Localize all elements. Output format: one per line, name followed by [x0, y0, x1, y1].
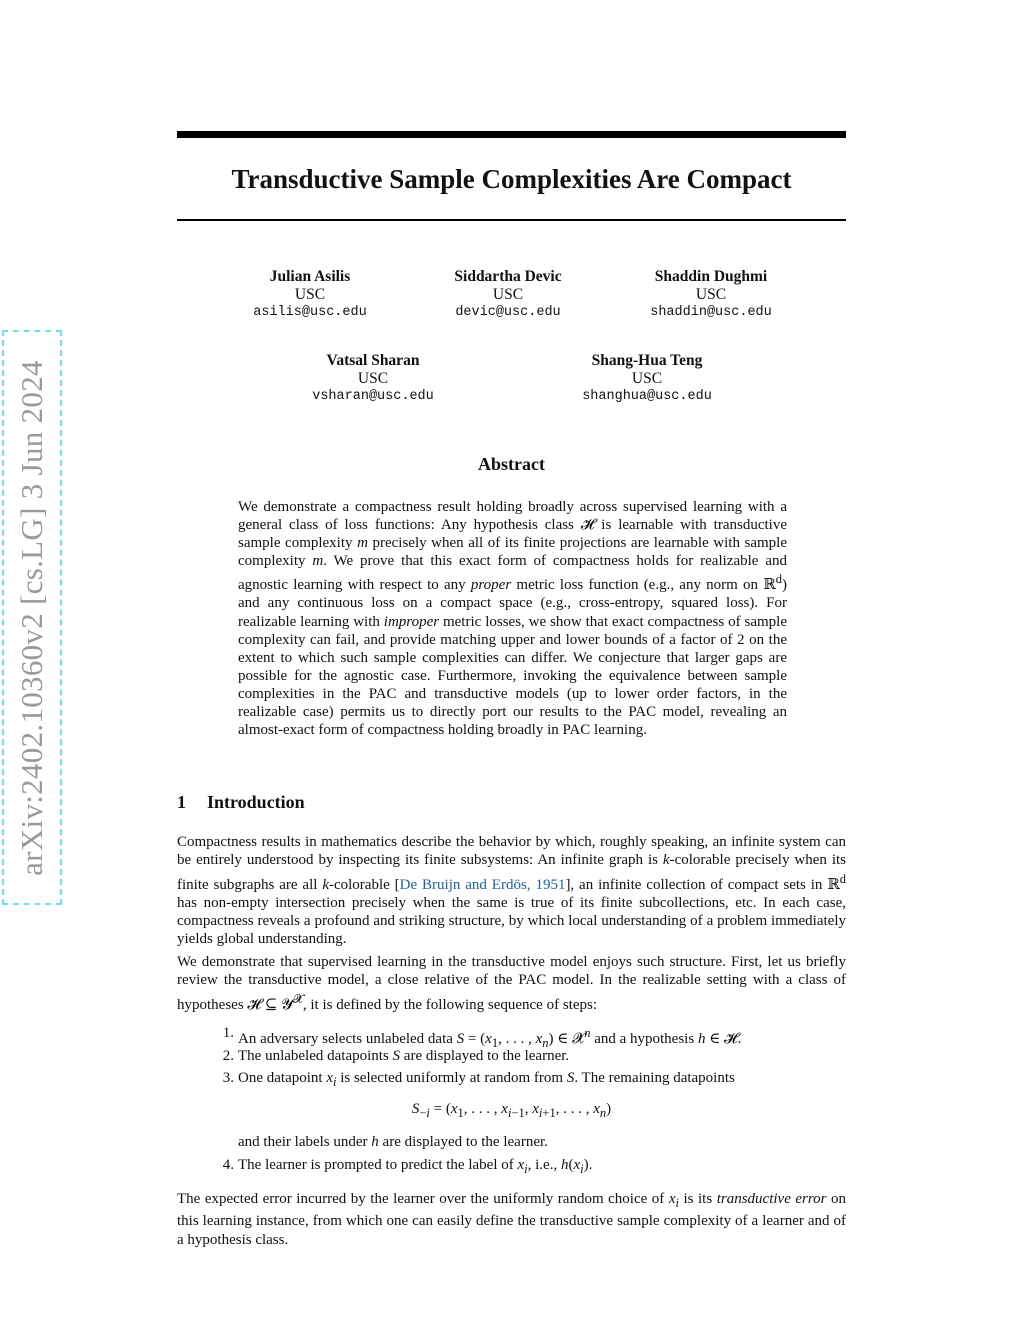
- author-block: [527, 352, 767, 406]
- author-email: asilis@usc.edu: [253, 305, 367, 320]
- author-name: Vatsal Sharan: [326, 352, 420, 369]
- arxiv-identifier-stamp: [2, 330, 62, 905]
- author-name: Julian Asilis: [269, 268, 351, 285]
- author-name: Shang-Hua Teng: [591, 352, 703, 369]
- author-name: Shaddin Dughmi: [654, 268, 768, 285]
- title-bottom-rule: [177, 219, 846, 221]
- abstract-body: We demonstrate a compactness result holding broadly across supervised learning with a general class of loss functions: Any hypothesis class 𝓗 is learnable with transductive sample complexity m precisely when all of its finite projections are learnable with sample complexity m. We prove that this exact form of compactness holds for realizable and agnostic learning with respect to any proper metric loss function (e.g., any norm on ℝ$^d$) and any continuous loss on a compact space (e.g., cross-entropy, squared loss). For realizable learning with improper metric losses, we show that exact compactness of sample complexity can fail, and provide matching upper and lower bounds of a factor of 2 on the extent to which such sample complexities can differ. We conjecture that larger gaps are possible for the agnostic case. Furthermore, invoking the equivalence between sample complexities in the PAC and transductive models (up to lower order factors, in the realizable case) permits us to directly port our results to the PAC model, revealing an almost-exact form of compactness holding broadly in PAC learning.: [238, 499, 787, 739]
- author-affiliation: USC: [294, 286, 326, 303]
- author-block: [253, 352, 493, 406]
- title-top-rule: [177, 131, 846, 138]
- author-affiliation: USC: [631, 370, 663, 387]
- author-email: devic@usc.edu: [455, 305, 561, 320]
- abstract-heading: Abstract: [478, 454, 545, 474]
- arxiv-identifier-text: arXiv:2402.10360v2 [cs.LG] 3 Jun 2024: [14, 359, 49, 876]
- author-affiliation: USC: [492, 286, 524, 303]
- intro-paragraph-3: The expected error incurred by the learner over the uniformly random choice of $x_i$ is its transductive error on this learning instance, from which one can easily define the transductive sample complexity of a learner and of a hypothesis class.: [177, 1191, 846, 1248]
- intro-paragraph-1: Compactness results in mathematics describe the behavior by which, roughly speaking, an infinite system can be entirely understood by inspecting its finite subsystems: An infinite graph is k-colorable precisely when its finite subgraphs are all k-colorable [De Bruijn and Erdös, 1951], an infinite collection of compact sets in ℝ$^d$ has non-empty intersection precisely when the same is true of its finite subcollections, etc. In each case, compactness reveals a profound and striking structure, by which local understanding of a problem immediately yields global understanding.: [177, 834, 847, 948]
- author-email: shanghua@usc.edu: [582, 389, 712, 404]
- author-email: shaddin@usc.edu: [650, 305, 772, 320]
- author-affiliation: USC: [695, 286, 727, 303]
- display-equation: $S_{-i} = (x_1$, . . . , $x_{i-1}$, $x_{i+1}$, . . . , $x_n$): [411, 1101, 612, 1120]
- citation-link[interactable]: De Bruijn and Erdös, 1951: [399, 876, 566, 893]
- author-name: Siddartha Devic: [454, 268, 562, 285]
- author-email: vsharan@usc.edu: [312, 389, 434, 404]
- author-block: [591, 268, 831, 322]
- intro-paragraph-2: We demonstrate that supervised learning in the transductive model enjoys such structure. First, let us briefly review the transductive model, a close relative of the PAC model. In the realizable setting with a class of hypotheses 𝓗 ⊆ 𝓨$^𝓧$, it is defined by the following sequence of steps:: [177, 954, 846, 1013]
- paper-title: Transductive Sample Complexities Are Compact: [231, 164, 792, 194]
- author-affiliation: USC: [357, 370, 389, 387]
- section-heading: 1 Introduction: [177, 792, 305, 812]
